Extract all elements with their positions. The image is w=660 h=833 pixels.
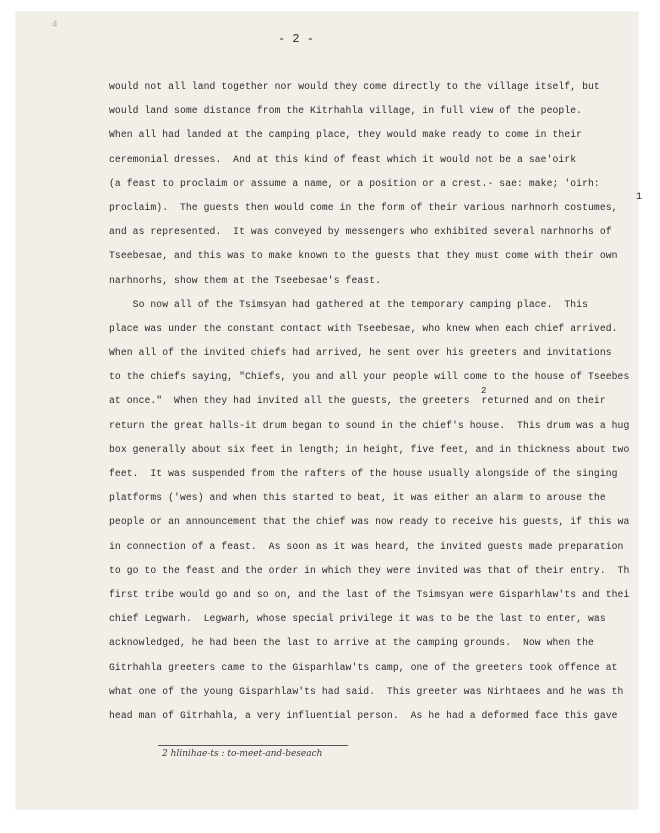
text-line: proclaim). The guests then would come in the form of their various narhnorh costumes, [109,201,618,213]
text-line: acknowledged, he had been the last to arrive at the camping grounds. Now when the [109,637,594,649]
text-line: people or an announcement that the chief was now ready to receive his guests, if this wa [109,516,630,528]
text-line: what one of the young Gisparhlaw'ts had said. This greeter was Nirhtaees and he was th [109,685,624,697]
text-line: When all of the invited chiefs had arrived, he sent over his greeters and invitations [109,347,612,359]
text-line: So now all of the Tsimsyan had gathered at the temporary camping place. This [109,298,588,310]
text-line: platforms ('wes) and when this started to beat, it was either an alarm to arouse the [109,492,606,504]
corner-mark: 4 [52,20,58,30]
text-line: to the chiefs saying, "Chiefs, you and all your people will come to the house of Tseebes [109,371,630,383]
text-line: and as represented. It was conveyed by messengers who exhibited several narhnorhs of [109,226,612,238]
text-line: place was under the constant contact with Tseebesae, who knew when each chief arrived. [109,322,618,334]
document-page [16,12,643,809]
text-line: feet. It was suspended from the rafters of the house usually alongside of the singing [109,468,618,479]
text-line: first tribe would go and so on, and the last of the Tsimsyan were Gisparhlaw'ts and thei [109,588,630,600]
margin-note: 1 [636,192,643,203]
text-line: would not all land together nor would they come directly to the village itself, but [109,81,600,92]
text-line: When all had landed at the camping place, they would make ready to come in their [109,129,583,141]
page-number: - 2 - [278,32,315,46]
footnote-reference: 2 [481,386,487,396]
text-line: (a feast to proclaim or assume a name, or a position or a crest.- sae: make; 'oirh: [109,177,600,189]
text-line: at once." When they had invited all the guests, the greeters returned and on their [109,395,606,407]
text-line: chief Legwarh. Legwarh, whose special privilege it was to be the last to enter, was [109,613,606,625]
text-line: return the great halls-it drum began to sound in the chief's house. This drum was a hug [109,419,630,431]
text-line: ceremonial dresses. And at this kind of feast which it would not be a sae'oirk [109,153,577,165]
handwritten-footnote: 2 hlinihae-ts : to-meet-and-beseach [162,749,323,759]
typed-body-text [109,80,641,733]
text-line: head man of Gitrhahla, a very influential person. As he had a deformed face this gave [109,709,618,721]
text-line: Gitrhahla greeters came to the Gisparhlaw'ts camp, one of the greeters took offence at [109,661,618,673]
footnote-divider [158,745,348,746]
text-line: to go to the feast and the order in which they were invited was that of their entry. Th [109,564,630,576]
text-line: would land some distance from the Kitrhahla village, in full view of the people. [109,105,583,117]
text-line: in connection of a feast. As soon as it was heard, the invited guests made preparation [109,540,624,552]
text-line: box generally about six feet in length; in height, five feet, and in thickness about two [109,443,630,455]
text-line: narhnorhs, show them at the Tseebesae's feast. [109,274,382,286]
text-line: Tseebesae, and this was to make known to the guests that they must come with their own [109,250,618,262]
